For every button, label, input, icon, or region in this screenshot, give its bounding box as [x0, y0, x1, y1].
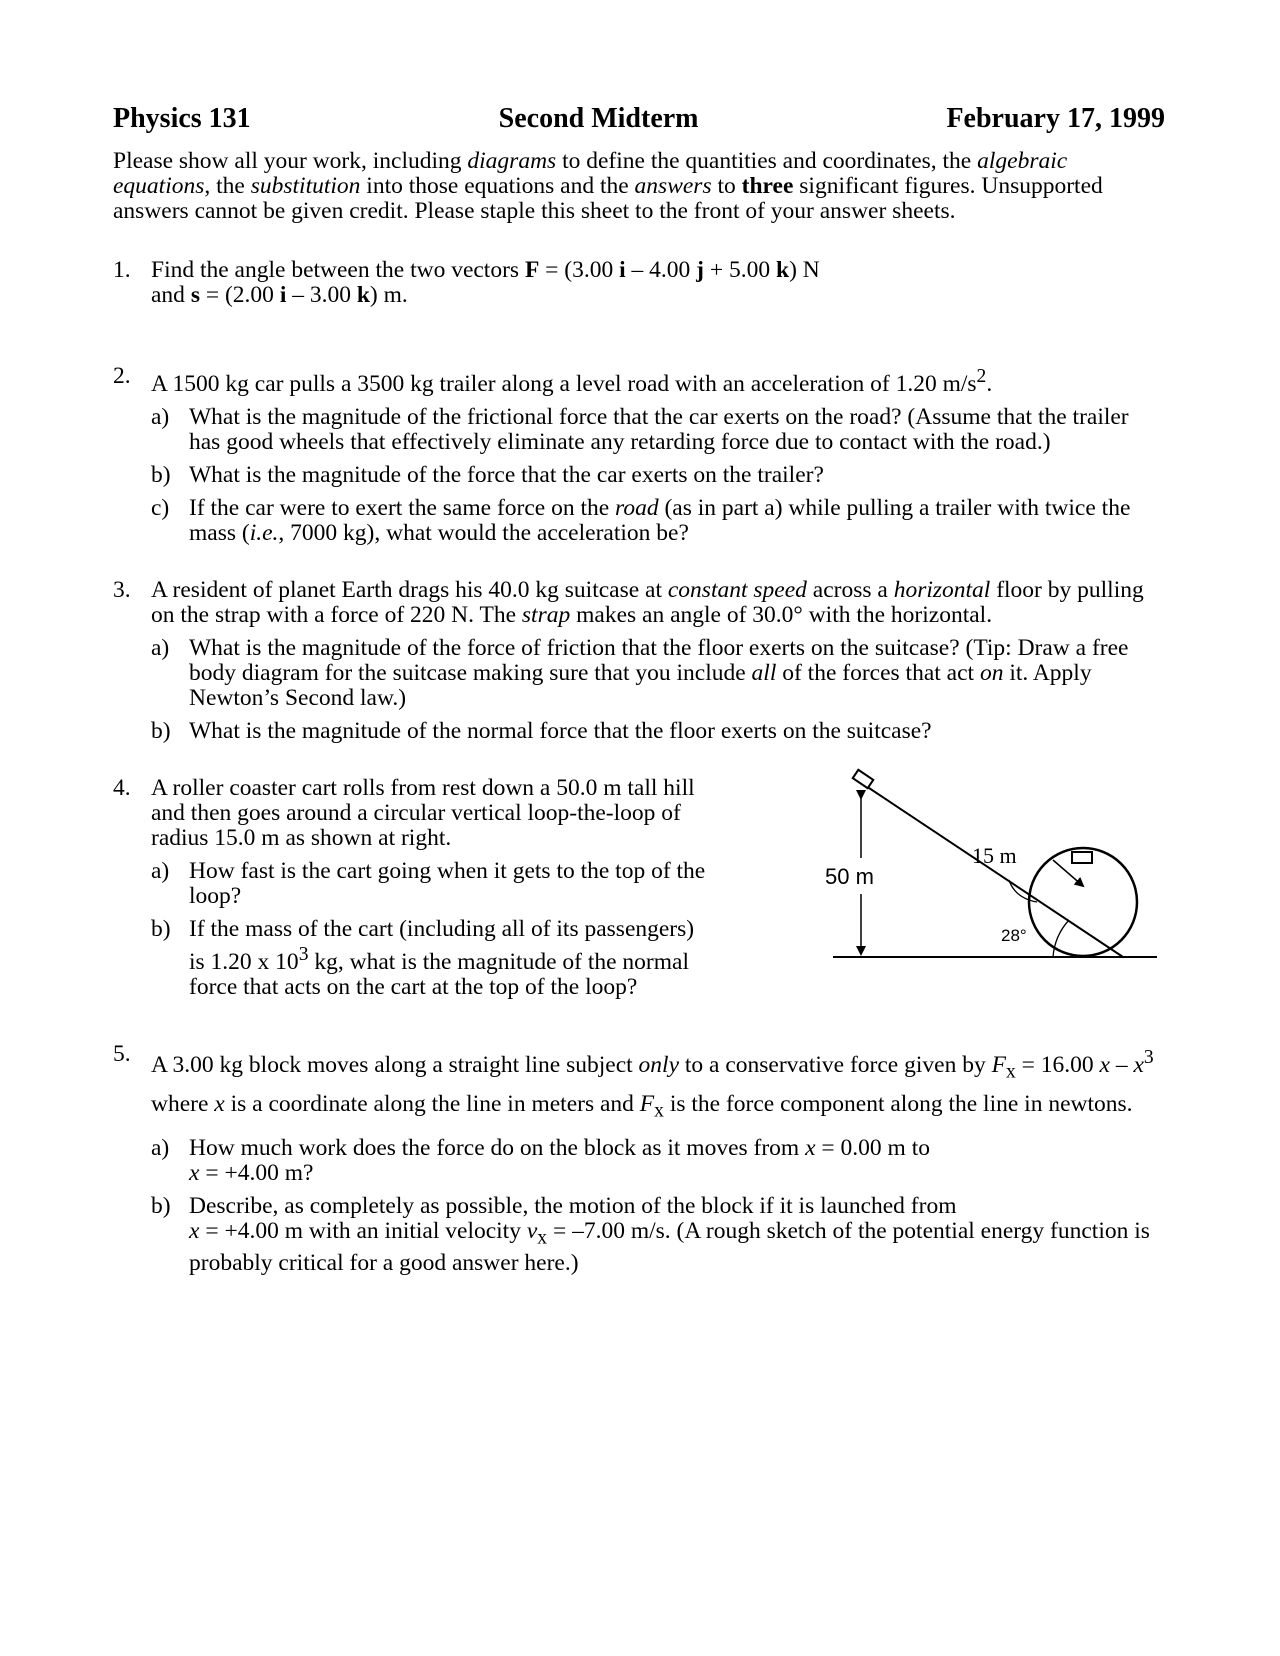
- text: = (3.00: [539, 257, 620, 283]
- text: floor by pulling on the strap with a force of 220 N. The: [151, 576, 1144, 628]
- subscript: x: [654, 1100, 664, 1122]
- symbol: F: [639, 1091, 655, 1118]
- problem-2: [113, 364, 1165, 546]
- text: = –7.00 m/s. (A rough sketch of the potential energy function is probably critical for a good answer here.): [189, 1217, 1150, 1276]
- text: A 1500 kg car pulls a 3500 kg trailer along a level road with an acceleration of 1.20 m/s: [151, 370, 977, 397]
- height-label: 50 m: [825, 863, 874, 889]
- text: kg, what is the magnitude of the normal force that acts on the cart at the top of the loop?: [189, 948, 689, 1000]
- part-a: [151, 859, 713, 909]
- emphasis: road: [615, 494, 659, 521]
- text: makes an angle of 30.0° with the horizontal.: [570, 601, 993, 628]
- problem-4: [113, 776, 1165, 1000]
- intro-bold: three: [741, 173, 794, 199]
- part-c: [151, 496, 1165, 546]
- unit-vector: k: [776, 257, 790, 283]
- text: = (2.00: [199, 282, 280, 308]
- problem-5-stem: [151, 1042, 1165, 1128]
- text: Describe, as completely as possible, the motion of the block if it is launched from: [189, 1192, 957, 1219]
- problem-number: 2.: [113, 363, 131, 389]
- text: ) m.: [369, 282, 408, 308]
- cart-on-hill: [853, 770, 874, 788]
- part-b: [151, 917, 713, 1000]
- text: .: [986, 370, 993, 397]
- text: Find the angle between the two vectors: [151, 257, 525, 283]
- part-label: a): [151, 634, 170, 661]
- problem-number: 5.: [113, 1040, 131, 1067]
- course-title: Physics 131: [113, 103, 251, 134]
- text: A roller coaster cart rolls from rest down a 50.0 m tall hill and then goes around a circular vertical loop-the-loop of radius 15.0 m as shown at right.: [151, 774, 695, 851]
- emphasis: all: [751, 659, 777, 686]
- intro-text: to: [711, 173, 742, 199]
- superscript: 2: [976, 366, 987, 387]
- text: (as in part a) while pulling a trailer with twice the mass (: [189, 494, 1131, 546]
- intro-emphasis: algebraic equations: [113, 148, 1068, 199]
- part-text: [189, 1136, 1165, 1186]
- text: ) N: [789, 257, 820, 283]
- symbol: F: [991, 1051, 1006, 1078]
- loop-diagram: [957, 768, 1157, 978]
- text: across a: [806, 576, 894, 603]
- symbol: v: [526, 1217, 538, 1244]
- text: , 7000 kg), what would the acceleration be?: [278, 519, 689, 546]
- text: + 5.00: [704, 257, 777, 283]
- problem-3: [113, 578, 1165, 744]
- text: = +4.00 m with an initial velocity: [199, 1217, 527, 1244]
- exam-page: [113, 103, 1165, 1308]
- emphasis: on: [979, 659, 1004, 686]
- emphasis: strap: [521, 601, 571, 628]
- part-a: [151, 1136, 1165, 1186]
- problem-text: [151, 578, 1165, 744]
- unit-vector: j: [696, 257, 704, 283]
- part-label: b): [151, 461, 171, 488]
- emphasis: horizontal: [893, 576, 991, 603]
- text: – 3.00: [286, 282, 357, 308]
- text: What is the magnitude of the force of friction that the floor exerts on the suitcase? (Tip: Draw a free body diagram for the suitcase making sure that you include: [189, 634, 1129, 686]
- part-text: How fast is the cart going when it gets to the top of the loop?: [189, 857, 706, 909]
- text: = 16.00: [1015, 1051, 1100, 1078]
- problem-text: [151, 776, 713, 1000]
- angle-label: 28°: [1001, 925, 1027, 945]
- roller-coaster-figure: [713, 776, 1165, 1000]
- intro-text: , the: [204, 173, 251, 199]
- symbol: x: [1133, 1051, 1144, 1078]
- subscript: x: [1005, 1061, 1016, 1083]
- exam-title: Second Midterm: [498, 103, 699, 134]
- unit-vector: i: [619, 257, 626, 283]
- subscript: x: [537, 1227, 548, 1249]
- text: How much work does the force do on the block as it moves from: [189, 1134, 806, 1161]
- part-text: What is the magnitude of the normal force that the floor exerts on the suitcase?: [189, 717, 932, 744]
- intro-emphasis: answers: [634, 173, 712, 199]
- problem-number: 1.: [113, 257, 131, 283]
- symbol: x: [189, 1217, 200, 1244]
- text: it. Apply Newton’s Second law.): [189, 659, 1092, 711]
- part-label: b): [151, 915, 171, 942]
- part-b: [151, 463, 1165, 488]
- emphasis: i.e.: [249, 519, 279, 546]
- intro-text: to define the quantities and coordinates, the: [556, 148, 978, 174]
- unit-vector: i: [279, 282, 287, 308]
- problem-text: [151, 258, 1165, 308]
- symbol: x: [1099, 1051, 1110, 1078]
- part-text: [189, 496, 1165, 546]
- intro-text: significant figures. Unsupported answers cannot be given credit. Please staple this sheet to the front of your answer sheets.: [113, 173, 1103, 224]
- problem-1: [113, 258, 1165, 308]
- part-b: [151, 719, 1165, 744]
- emphasis: only: [638, 1051, 680, 1078]
- part-label: b): [151, 1192, 171, 1219]
- text: is the force component along the line in newtons.: [663, 1091, 1133, 1118]
- text: –: [1109, 1051, 1134, 1078]
- problem-number: 3.: [113, 576, 131, 603]
- problem-number: 4.: [113, 774, 131, 801]
- text: A resident of planet Earth drags his 40.0 kg suitcase at: [151, 576, 668, 603]
- intro-text: Please show all your work, including: [113, 148, 468, 174]
- part-a: [151, 636, 1165, 711]
- radius-label: 15 m: [972, 842, 1017, 868]
- instructions: [113, 149, 1165, 224]
- part-label: b): [151, 717, 171, 744]
- part-label: a): [151, 857, 170, 884]
- cart-at-top: [1072, 852, 1092, 863]
- intro-emphasis: substitution: [250, 173, 361, 199]
- part-label: a): [151, 1134, 170, 1161]
- exam-date: February 17, 1999: [946, 103, 1165, 134]
- problem-text: [151, 364, 1165, 546]
- vector-symbol: s: [190, 282, 200, 308]
- part-text: [189, 1194, 1165, 1276]
- text: of the forces that act: [776, 659, 980, 686]
- part-b: [151, 1194, 1165, 1276]
- text: = 0.00 m to: [815, 1134, 930, 1161]
- symbol: x: [214, 1091, 225, 1118]
- problem-text: [151, 1042, 1165, 1276]
- text: = +4.00 m?: [199, 1159, 314, 1186]
- part-text: What is the magnitude of the frictional force that the car exerts on the road? (Assume that the trailer has good wheels that effectively eliminate any retarding force due to contact with the road.): [189, 403, 1129, 455]
- unit-vector: k: [356, 282, 370, 308]
- symbol: x: [189, 1159, 200, 1186]
- text: is a coordinate along the line in meters and: [224, 1091, 640, 1118]
- text: If the mass of the cart (including all of its passengers) is 1.20 x 10: [189, 915, 695, 975]
- text: and: [151, 282, 191, 308]
- exam-header: [113, 103, 1165, 135]
- emphasis: constant speed: [667, 576, 807, 603]
- problem-4-text-column: [113, 776, 713, 1000]
- intro-text: into those equations and the: [360, 173, 635, 199]
- text: A 3.00 kg block moves along a straight line subject: [151, 1051, 639, 1078]
- text: where: [151, 1091, 215, 1118]
- intro-emphasis: diagrams: [467, 148, 557, 174]
- part-a: [151, 405, 1165, 455]
- part-text: [189, 917, 713, 1000]
- text: If the car were to exert the same force on the: [189, 494, 616, 521]
- text: to a conservative force given by: [679, 1051, 992, 1078]
- loop-circle: [1029, 848, 1137, 956]
- part-label: c): [151, 494, 170, 521]
- problem-5: [113, 1042, 1165, 1276]
- symbol: x: [805, 1134, 816, 1161]
- part-label: a): [151, 403, 170, 430]
- superscript: 3: [298, 943, 309, 965]
- text: – 4.00: [625, 257, 697, 283]
- part-text: What is the magnitude of the force that the car exerts on the trailer?: [189, 461, 824, 488]
- superscript: 3: [1143, 1046, 1154, 1068]
- part-text: [189, 636, 1165, 711]
- vector-symbol: F: [524, 257, 540, 283]
